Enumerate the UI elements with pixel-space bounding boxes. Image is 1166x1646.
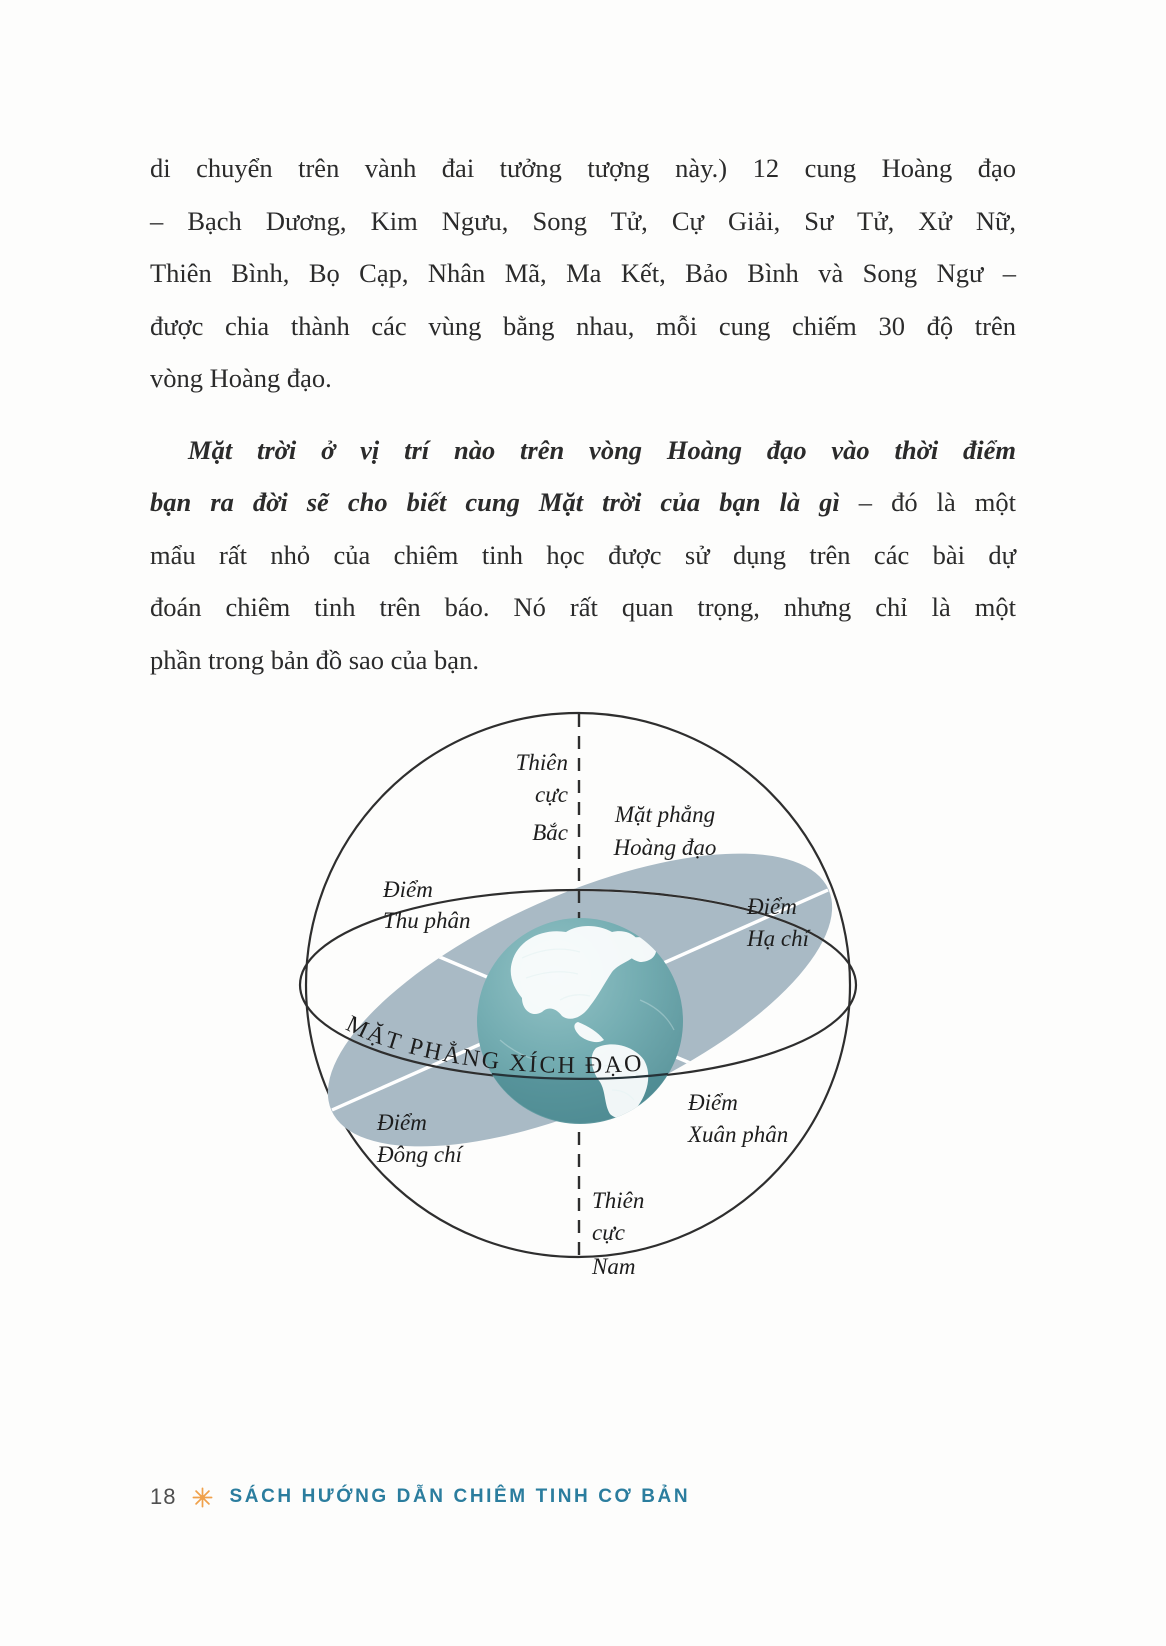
earth-globe (477, 918, 683, 1124)
star-asterisk-icon (191, 1486, 214, 1509)
svg-text:Điểm: Điểm (747, 894, 797, 919)
emphasized-text: bạn ra đời sẽ cho biết cung Mặt trời của bạn là gì (150, 487, 840, 517)
plain-text: – đó là một (839, 487, 1016, 517)
south-celestial-pole-label (591, 1188, 644, 1279)
text-line: mẩu rất nhỏ của chiêm tinh học được sử dụng trên các bài dự (150, 539, 1016, 570)
svg-text:Thiên: Thiên (515, 750, 568, 775)
svg-text:Hạ chí: Hạ chí (747, 926, 809, 951)
north-celestial-pole-label (516, 750, 568, 845)
svg-text:Bắc: Bắc (532, 820, 568, 845)
text-line: – Bạch Dương, Kim Ngưu, Song Tử, Cự Giải, Sư Tử, Xử Nữ, (150, 205, 1016, 236)
text-line: Thiên Bình, Bọ Cạp, Nhân Mã, Ma Kết, Bảo Bình và Song Ngư – (150, 258, 1016, 288)
text-line: đoán chiêm tinh trên báo. Nó rất quan trọng, nhưng chỉ là một (150, 592, 1016, 622)
book-title: SÁCH HƯỚNG DẪN CHIÊM TINH CƠ BẢN (229, 1486, 691, 1507)
page-number: 18 (150, 1484, 177, 1509)
svg-text:Thu phân: Thu phân (383, 908, 471, 933)
paragraph-2 (150, 424, 1016, 687)
paragraph-1 (150, 142, 1016, 405)
svg-text:Hoàng đạo: Hoàng đạo (613, 835, 717, 860)
text-line (150, 424, 1016, 477)
svg-text:Mặt phẳng: Mặt phẳng (614, 802, 716, 827)
emphasized-text: Mặt trời ở vị trí nào trên vòng Hoàng đạo vào thời điểm (188, 434, 1016, 465)
svg-text:Nam: Nam (592, 1254, 636, 1279)
svg-text:Điểm: Điểm (688, 1090, 738, 1115)
ecliptic-plane-label (613, 802, 717, 860)
svg-text:Đông chí: Đông chí (377, 1142, 462, 1167)
celestial-sphere-diagram (260, 700, 920, 1300)
svg-text:Xuân phân: Xuân phân (688, 1122, 789, 1147)
equatorial-plane-label: MẶT PHẲNG XÍCH ĐẠO (341, 1010, 645, 1080)
page-footer (150, 1482, 690, 1512)
spring-equinox-label (687, 1090, 788, 1147)
text-line (150, 476, 1016, 529)
text-line: được chia thành các vùng bằng nhau, mỗi cung chiếm 30 độ trên (150, 310, 1016, 341)
text-line: di chuyển trên vành đai tưởng tượng này.) 12 cung Hoàng đạo (150, 153, 1016, 183)
svg-text:Điểm: Điểm (377, 1110, 427, 1135)
body-text (150, 142, 1016, 686)
text-line: vòng Hoàng đạo. (150, 363, 332, 393)
svg-text:Thiên: Thiên (592, 1188, 645, 1213)
svg-text:cực: cực (535, 782, 568, 807)
text-line: phần trong bản đồ sao của bạn. (150, 644, 479, 675)
svg-text:Điểm: Điểm (383, 877, 433, 902)
svg-text:cực: cực (592, 1220, 625, 1245)
